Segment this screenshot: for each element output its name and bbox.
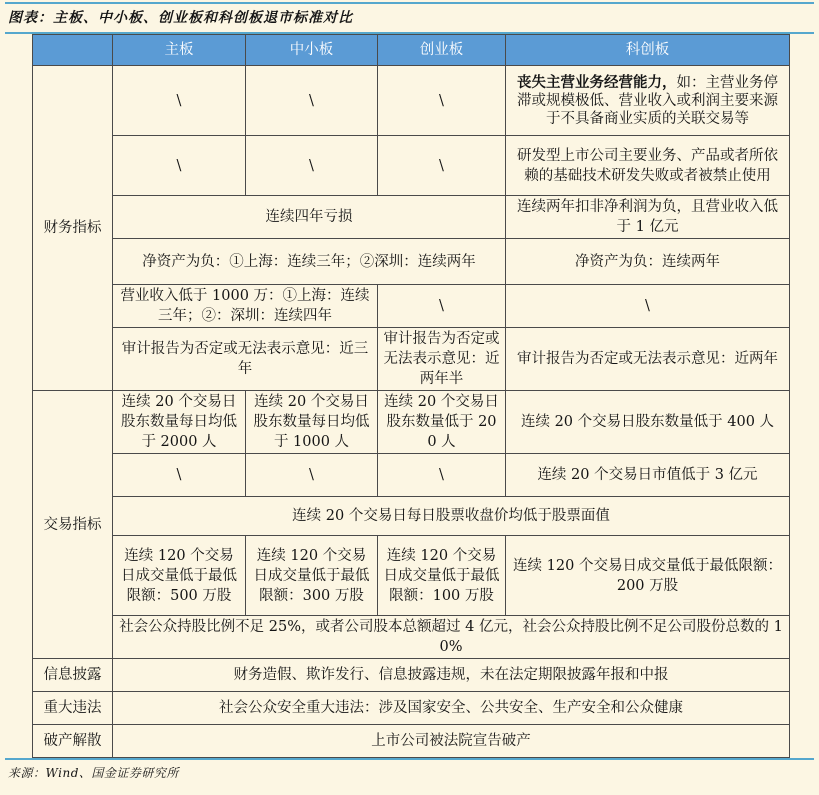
cell-finance-r1-chinext: \ — [378, 66, 506, 136]
cell-finance-r1-sme: \ — [246, 66, 378, 136]
cell-finance-r3-merged: 连续四年亏损 — [113, 196, 506, 239]
table-row — [33, 725, 790, 758]
cell-trading-r8-star: 连续 20 个交易日市值低于 3 亿元 — [506, 454, 790, 497]
header-corner — [33, 35, 113, 66]
cell-finance-r5-star: \ — [506, 285, 790, 328]
table-row — [33, 659, 790, 692]
group-label-disclosure: 信息披露 — [33, 659, 113, 692]
source-note: 来源：Wind、国金证券研究所 — [8, 766, 179, 780]
cell-trading-r11-merged: 社会公众持股比例不足 25%，或者公司股本总额超过 4 亿元，社会公众持股比例不足公司股份总数的 10% — [113, 616, 790, 659]
cell-trading-r10-sme: 连续 120 个交易日成交量低于最低限额：300 万股 — [246, 536, 378, 616]
cell-finance-r6-merged: 审计报告为否定或无法表示意见：近三年 — [113, 328, 378, 391]
table-row — [33, 454, 790, 497]
cell-trading-r7-chinext: 连续 20 个交易日股东数量低于 200 人 — [378, 391, 506, 454]
table-row — [33, 497, 790, 536]
header-board-main: 主板 — [113, 35, 246, 66]
cell-trading-r9-merged: 连续 20 个交易日每日股票收盘价均低于股票面值 — [113, 497, 790, 536]
table-row — [33, 391, 790, 454]
cell-trading-r10-main: 连续 120 个交易日成交量低于最低限额：500 万股 — [113, 536, 246, 616]
group-label-finance: 财务指标 — [33, 66, 113, 391]
cell-finance-r4-star: 净资产为负：连续两年 — [506, 239, 790, 285]
cell-trading-r7-main: 连续 20 个交易日股东数量每日均低于 2000 人 — [113, 391, 246, 454]
table-row — [33, 692, 790, 725]
cell-trading-r8-sme: \ — [246, 454, 378, 497]
cell-trading-r10-chinext: 连续 120 个交易日成交量低于最低限额：100 万股 — [378, 536, 506, 616]
group-label-bankruptcy: 破产解散 — [33, 725, 113, 758]
header-row — [33, 35, 790, 66]
table-row — [33, 136, 790, 196]
cell-violation-merged: 社会公众安全重大违法：涉及国家安全、公共安全、生产安全和公众健康 — [113, 692, 790, 725]
header-board-star: 科创板 — [506, 35, 790, 66]
cell-finance-r1-star-rest: 如：主营业务停滞或规模极低、营业收入或利润主要来源于不具备商业实质的关联交易等 — [517, 74, 778, 127]
table-row — [33, 536, 790, 616]
cell-finance-r2-sme: \ — [246, 136, 378, 196]
cell-finance-r6-chinext: 审计报告为否定或无法表示意见：近两年半 — [378, 328, 506, 391]
cell-bankruptcy-merged: 上市公司被法院宣告破产 — [113, 725, 790, 758]
delisting-comparison-table — [32, 34, 790, 758]
table-row — [33, 328, 790, 391]
header-board-chinext: 创业板 — [378, 35, 506, 66]
cell-trading-r7-star: 连续 20 个交易日股东数量低于 400 人 — [506, 391, 790, 454]
table-row — [33, 285, 790, 328]
group-label-trading: 交易指标 — [33, 391, 113, 659]
cell-finance-r2-chinext: \ — [378, 136, 506, 196]
cell-finance-r6-star: 审计报告为否定或无法表示意见：近两年 — [506, 328, 790, 391]
table-row — [33, 66, 790, 136]
cell-finance-r1-main: \ — [113, 66, 246, 136]
cell-finance-r1-star — [506, 66, 790, 136]
cell-finance-r5-chinext: \ — [378, 285, 506, 328]
cell-trading-r8-chinext: \ — [378, 454, 506, 497]
cell-finance-r1-star-bold: 丧失主营业务经营能力， — [517, 73, 677, 91]
cell-finance-r2-star: 研发型上市公司主要业务、产品或者所依赖的基础技术研发失败或者被禁止使用 — [506, 136, 790, 196]
cell-finance-r5-merged: 营业收入低于 1000 万：①上海：连续三年；②：深圳：连续四年 — [113, 285, 378, 328]
figure-title: 图表：主板、中小板、创业板和科创板退市标准对比 — [8, 10, 353, 26]
table-row — [33, 616, 790, 659]
cell-finance-r2-main: \ — [113, 136, 246, 196]
cell-finance-r3-star: 连续两年扣非净利润为负，且营业收入低于 1 亿元 — [506, 196, 790, 239]
cell-finance-r4-merged: 净资产为负：①上海：连续三年；②深圳：连续两年 — [113, 239, 506, 285]
header-board-sme: 中小板 — [246, 35, 378, 66]
table-row — [33, 196, 790, 239]
table-row — [33, 239, 790, 285]
cell-trading-r7-sme: 连续 20 个交易日股东数量每日均低于 1000 人 — [246, 391, 378, 454]
group-label-violation: 重大违法 — [33, 692, 113, 725]
cell-disclosure-merged: 财务造假、欺诈发行、信息披露违规，未在法定期限披露年报和中报 — [113, 659, 790, 692]
cell-trading-r8-main: \ — [113, 454, 246, 497]
cell-trading-r10-star: 连续 120 个交易日成交量低于最低限额：200 万股 — [506, 536, 790, 616]
